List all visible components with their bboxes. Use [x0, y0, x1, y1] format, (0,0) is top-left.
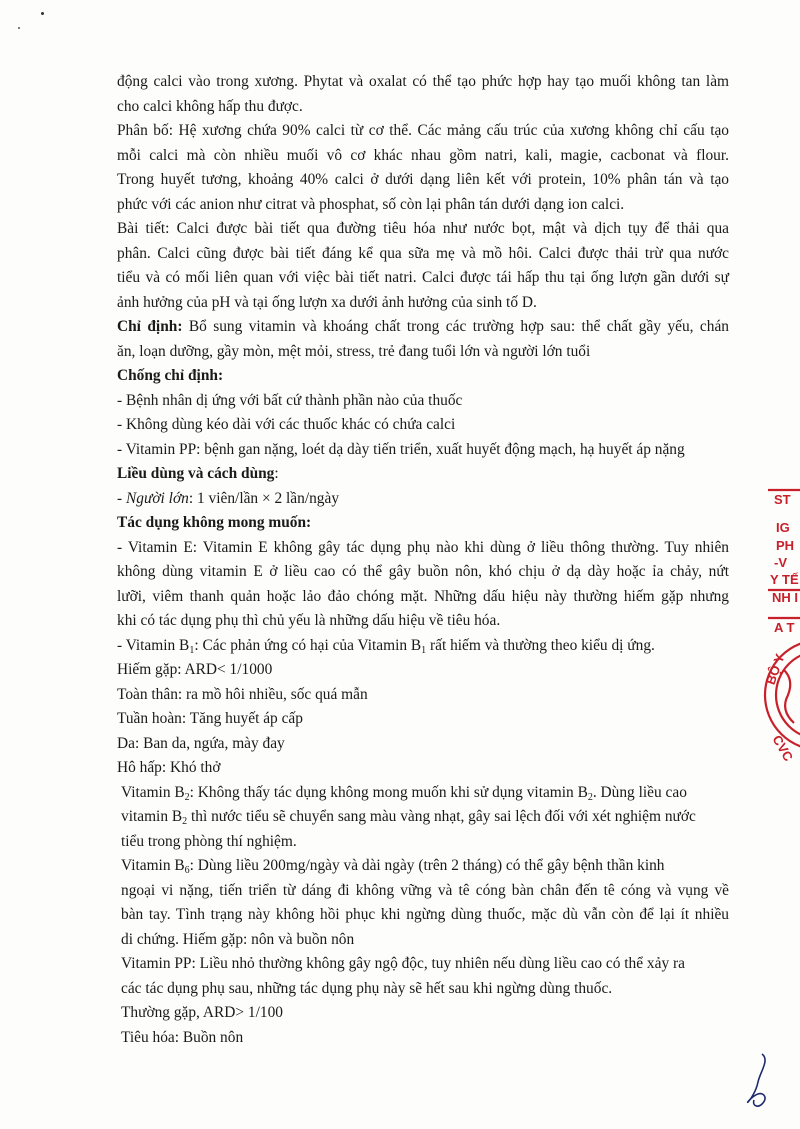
list-item: - Không dùng kéo dài với các thuốc khác có chứa calci [117, 416, 456, 433]
svg-text:Y TẾ: Y TẾ [770, 572, 799, 587]
vitamin-b1-line [117, 634, 729, 659]
text-run: . Dùng liều cao [592, 783, 687, 801]
text-line: Bài tiết: Calci được bài tiết qua đường tiêu hóa như nước bọt, mật và dịch tụy để thải qua [117, 220, 729, 237]
text-line: ăn, loạn dưỡng, gầy mòn, mệt mỏi, stress, trẻ đang tuổi lớn và người lớn tuổi [117, 342, 591, 360]
subscript: 2 [184, 791, 190, 803]
text-line: ngoại vi nặng, tiến triển từ dáng đi không vững và tê cóng bàn chân đến tê cóng và vụng về [121, 881, 729, 899]
svg-text:A T: A T [774, 620, 795, 635]
text-run: Vitamin B [121, 857, 185, 874]
svg-text:IG: IG [776, 520, 790, 535]
text-line: Tuần hoàn: Tăng huyết áp cấp [117, 710, 303, 727]
text-line: bàn tay. Tình trạng này không hồi phục khi ngừng dùng thuốc, mặc dù vẫn còn để lại ít nhiều [121, 906, 729, 923]
dosage-line [117, 487, 729, 512]
vitamin-b2-line [117, 781, 729, 806]
text-run: : Dùng liều 200mg/ngày và dài ngày (trên 2 tháng) có thể gây bệnh thần kinh [189, 857, 665, 874]
scan-speck [41, 12, 44, 15]
text-line: Phân bố: Hệ xương chứa 90% calci từ cơ thể. Các mảng cấu trúc của xương không chỉ cấu tạo [117, 122, 729, 139]
section-heading: Liều dùng và cách dùng [117, 465, 275, 482]
section-heading-line [117, 462, 729, 487]
scan-speck [18, 27, 20, 29]
text-line: Vitamin PP: Liều nhỏ thường không gây ngộ độc, tuy nhiên nếu dùng liều cao có thể xảy ra [121, 955, 685, 972]
text-line: Da: Ban da, ngứa, mày đay [117, 734, 285, 752]
text-run: vitamin B [121, 808, 183, 825]
text-line: lưỡi, viêm thanh quản hoặc lảo đảo chóng mặt. Những dấu hiệu này thường hiếm gặp nhưng [117, 587, 729, 605]
text-line: Thường gặp, ARD> 1/100 [121, 1004, 283, 1021]
dosage-adult-label: Người lớn [125, 489, 189, 507]
svg-text:-V: -V [774, 555, 787, 570]
svg-text:BỘ Y: BỘ Y [762, 651, 788, 687]
text-line: các tác dụng phụ sau, những tác dụng phụ này sẽ hết sau khi ngừng dùng thuốc. [121, 979, 613, 997]
text-line: mỗi calci mà còn nhiều muối vô cơ khác nhau gồm natri, kali, magie, cacbonat và flour. [117, 146, 729, 164]
text-line: Trong huyết tương, khoảng 40% calci ở dưới dạng liên kết với protein, 10% phân tán và tạo [117, 171, 729, 188]
text-line: Hiếm gặp: ARD< 1/1000 [117, 661, 273, 678]
text-line: Tiêu hóa: Buồn nôn [121, 1028, 244, 1046]
svg-text:PH: PH [776, 538, 795, 553]
text-line: tiểu và có mối liên quan với việc bài tiết natri. Calci được tái hấp thu tại ống lượn gần dưới sự [117, 269, 729, 286]
subscript: 1 [421, 644, 427, 656]
text-line: động calci vào trong xương. Phytat và oxalat có thể tạo phức hợp hay tạo muối không tan làm [117, 73, 729, 90]
section-heading: Tác dụng không mong muốn: [117, 514, 312, 531]
vitamin-b6-line [117, 854, 729, 879]
text-line: cho calci không hấp thu được. [117, 97, 303, 115]
dash: - [117, 489, 126, 507]
indication-label: Chỉ định: [117, 318, 183, 335]
text-line: Toàn thân: ra mồ hôi nhiều, sốc quá mẫn [117, 685, 368, 703]
vitamin-b2-line-2 [117, 805, 729, 830]
red-stamp [740, 480, 800, 840]
text-line: Hô hấp: Khó thở [117, 759, 221, 776]
subscript: 6 [184, 865, 190, 876]
text-run: Vitamin B [121, 783, 185, 801]
text-run: : Các phản ứng có hại của Vitamin B [194, 636, 422, 654]
subscript: 1 [189, 644, 195, 656]
list-item: - Bệnh nhân dị ứng với bất cứ thành phần nào của thuốc [117, 391, 463, 409]
dosage-adult-text: : 1 viên/lần × 2 lần/ngày [188, 489, 340, 507]
subscript: 2 [182, 816, 188, 827]
text-line: ảnh hưởng của pH và tại ống lượn xa dưới ảnh hưởng của sinh tố D. [117, 293, 537, 311]
signature-mark [740, 1050, 780, 1110]
section-heading: Chống chỉ định: [117, 367, 224, 384]
text-run: rất hiếm và thường theo kiểu dị ứng. [426, 636, 655, 654]
text-line: di chứng. Hiếm gặp: nôn và buồn nôn [121, 930, 355, 948]
text-line: không dùng vitamin E ở liều cao có thể gây buồn nôn, khó chịu ở dạ dày hoặc ỉa chảy, nứt [117, 563, 729, 580]
text-run: : Không thấy tác dụng không mong muốn khi sử dụng vitamin B [189, 783, 588, 801]
text-line: phức với các anion như citrat và phosphat, số còn lại phân tán dưới dạng ion calci. [117, 195, 625, 213]
svg-text:CVC: CVC [769, 732, 797, 764]
text-run: - Vitamin B [117, 636, 190, 654]
document-body [117, 70, 729, 1050]
text-line: - Vitamin E: Vitamin E không gây tác dụng phụ nào khi dùng ở liều thông thường. Tuy nhiên [117, 538, 729, 556]
text-line: tiểu trong phòng thí nghiệm. [121, 832, 297, 850]
text-line: phân. Calci cũng được bài tiết đáng kể qua sữa mẹ và mồ hôi. Calci được thải trừ qua nước [117, 244, 729, 262]
text-line: khi có tác dụng phụ thì chủ yếu là những dấu hiệu về tiêu hóa. [117, 612, 501, 629]
indication-line [117, 315, 729, 340]
subscript: 2 [587, 791, 593, 803]
text-run: thì nước tiểu sẽ chuyển sang màu vàng nhạt, gây sai lệch đối với xét nghiệm nước [187, 808, 696, 825]
svg-text:ST: ST [774, 492, 791, 507]
svg-text:NH I: NH I [772, 590, 798, 605]
list-item: - Vitamin PP: bệnh gan nặng, loét dạ dày tiến triển, xuất huyết động mạch, hạ huyết áp nặng [117, 440, 685, 458]
heading-colon: : [274, 465, 279, 482]
indication-text: Bổ sung vitamin và khoáng chất trong các trường hợp sau: thể chất gầy yếu, chán [182, 318, 729, 335]
